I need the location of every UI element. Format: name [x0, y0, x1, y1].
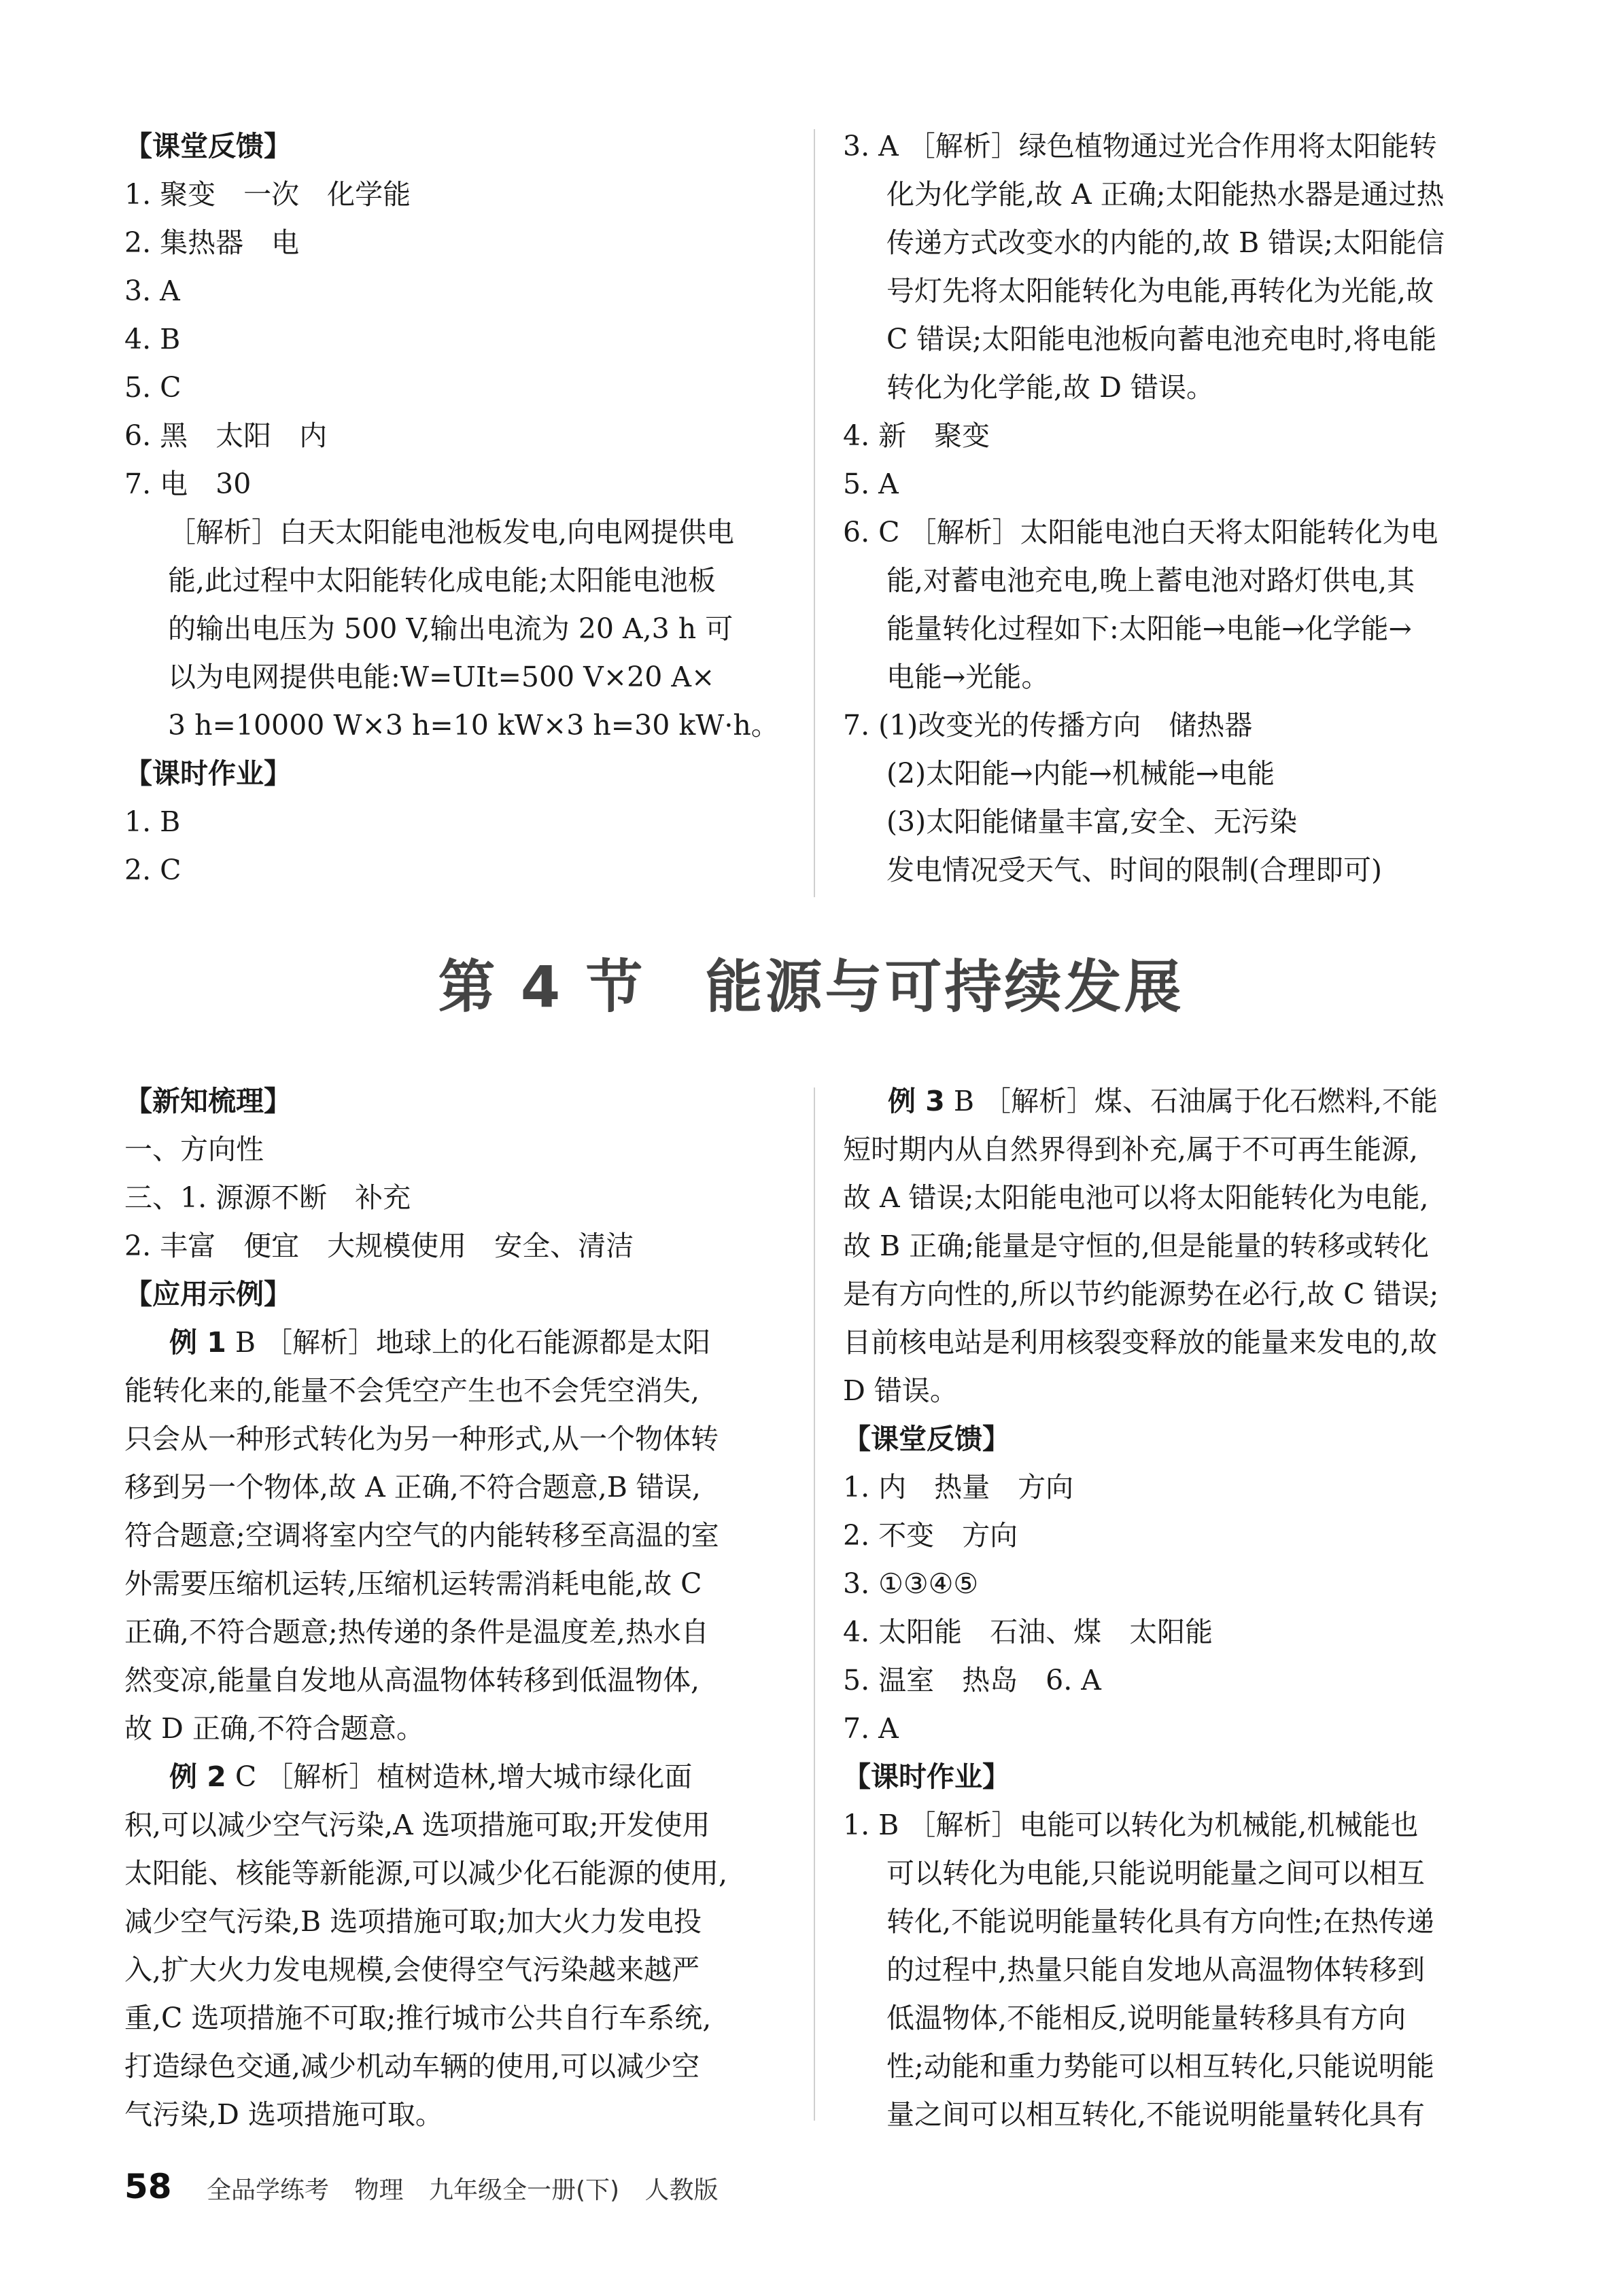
text-line: 5. C	[124, 371, 182, 404]
section-heading: 【课时作业】	[124, 757, 292, 790]
text-line: 转化,不能说明能量转化具有方向性;在热传递	[886, 1905, 1434, 1938]
text-line: 2. 集热器 电	[124, 226, 300, 259]
text-line: 符合题意;空调将室内空气的内能转移至高温的室	[124, 1519, 719, 1552]
edition: 人教版	[644, 2176, 719, 2204]
text-line: 2. C	[124, 854, 182, 886]
text-line: 故 D 正确,不符合题意。	[124, 1712, 424, 1745]
text-line: 电能→光能。	[886, 661, 1050, 693]
text-line: C 错误;太阳能电池板向蓄电池充电时,将电能	[886, 323, 1437, 355]
text-line: 以为电网提供电能:W=UIt=500 V×20 A×	[168, 661, 715, 693]
text-line: 2. 不变 方向	[843, 1519, 1018, 1552]
example-text: B ［解析］地球上的化石能源都是太阳	[226, 1326, 711, 1359]
text-line: 7. A	[843, 1712, 899, 1745]
text-line: 5. 温室 热岛 6. A	[843, 1664, 1101, 1697]
text-line: 1. 聚变 一次 化学能	[124, 178, 411, 211]
text-line: 1. B	[124, 805, 181, 838]
text-line: 一、方向性	[124, 1133, 264, 1166]
example-label: 例 2	[169, 1760, 226, 1793]
text-line: 正确,不符合题意;热传递的条件是温度差,热水自	[124, 1616, 709, 1648]
text-line: 然变凉,能量自发地从高温物体转移到低温物体,	[124, 1664, 700, 1697]
text-line: 入,扩大火力发电规模,会使得空气污染越来越严	[124, 1953, 700, 1986]
text-line: 减少空气污染,B 选项措施可取;加大火力发电投	[124, 1905, 702, 1938]
text-line: D 错误。	[843, 1374, 958, 1407]
text-line: 7. (1)改变光的传播方向 储热器	[843, 709, 1253, 742]
text-line: 5. A	[843, 468, 899, 500]
text-line: 是有方向性的,所以节约能源势在必行,故 C 错误;	[843, 1278, 1439, 1310]
text-line: 积,可以减少空气污染,A 选项措施可取;开发使用	[124, 1809, 710, 1841]
text-line: 重,C 选项措施不可取;推行城市公共自行车系统,	[124, 2002, 712, 2034]
text-line: 3. ①③④⑤	[843, 1567, 979, 1600]
text-line: 的过程中,热量只能自发地从高温物体转移到	[886, 1953, 1426, 1986]
text-line: 故 A 错误;太阳能电池可以将太阳能转化为电能,	[843, 1181, 1429, 1214]
text-line: 可以转化为电能,只能说明能量之间可以相互	[886, 1857, 1426, 1890]
text-line: 3 h=10000 W×3 h=10 kW×3 h=30 kW·h。	[168, 709, 779, 742]
section-heading: 【课堂反馈】	[124, 130, 292, 162]
example-text: C ［解析］植树造林,增大城市绿化面	[226, 1760, 693, 1793]
text-line: 量之间可以相互转化,不能说明能量转化具有	[886, 2098, 1426, 2131]
page-number: 58	[124, 2167, 172, 2206]
text-line: 6. C ［解析］太阳能电池白天将太阳能转化为电	[843, 516, 1438, 549]
text-line: 4. 太阳能 石油、煤 太阳能	[843, 1616, 1213, 1648]
text-line: 6. 黑 太阳 内	[124, 419, 328, 452]
text-line: 能,此过程中太阳能转化成电能;太阳能电池板	[168, 564, 716, 597]
text-line: 打造绿色交通,减少机动车辆的使用,可以减少空	[124, 2050, 700, 2083]
text-line: 太阳能、核能等新能源,可以减少化石能源的使用,	[124, 1857, 728, 1890]
column-divider	[814, 1088, 815, 2121]
grade: 九年级全一册(下)	[428, 2176, 620, 2204]
text-line: 短时期内从自然界得到补充,属于不可再生能源,	[843, 1133, 1419, 1166]
text-line: 气污染,D 选项措施可取。	[124, 2098, 443, 2131]
text-line: 转化为化学能,故 D 错误。	[886, 371, 1214, 404]
subject: 物理	[354, 2176, 404, 2204]
text-line: 1. 内 热量 方向	[843, 1471, 1074, 1503]
section-heading: 【应用示例】	[124, 1278, 292, 1310]
section-heading: 【新知梳理】	[124, 1085, 292, 1117]
text-line: 发电情况受天气、时间的限制(合理即可)	[886, 854, 1382, 886]
text-line	[124, 1753, 804, 1801]
example-text: B ［解析］煤、石油属于化石燃料,不能	[944, 1085, 1438, 1117]
example-label: 例 1	[169, 1326, 226, 1359]
text-line: 的输出电压为 500 V,输出电流为 20 A,3 h 可	[168, 612, 734, 645]
text-line: 目前核电站是利用核裂变释放的能量来发电的,故	[843, 1326, 1438, 1359]
bottom-right-column	[843, 1077, 1516, 2139]
section-heading: 【课堂反馈】	[843, 1423, 1010, 1455]
text-line: ［解析］白天太阳能电池板发电,向电网提供电	[168, 516, 735, 549]
text-line: 能转化来的,能量不会凭空产生也不会凭空消失,	[124, 1374, 700, 1407]
top-right-column	[843, 122, 1516, 894]
text-line: 能量转化过程如下:太阳能→电能→化学能→	[886, 612, 1412, 645]
bottom-left-column	[124, 1077, 804, 2139]
text-line	[843, 1077, 1516, 1126]
example-label: 例 3	[888, 1085, 945, 1117]
text-line: (3)太阳能储量丰富,安全、无污染	[886, 805, 1298, 838]
text-line	[124, 1319, 804, 1367]
text-line: 号灯先将太阳能转化为电能,再转化为光能,故	[886, 275, 1434, 307]
column-divider	[814, 129, 815, 897]
text-line: 4. B	[124, 323, 181, 355]
text-line: 外需要压缩机运转,压缩机运转需消耗电能,故 C	[124, 1567, 702, 1600]
text-line: 低温物体,不能相反,说明能量转移具有方向	[886, 2002, 1407, 2034]
text-line: 1. B ［解析］电能可以转化为机械能,机械能也	[843, 1809, 1419, 1841]
book-title: 全品学练考	[207, 2176, 330, 2204]
text-line: 只会从一种形式转化为另一种形式,从一个物体转	[124, 1423, 719, 1455]
text-line: 3. A	[124, 275, 180, 307]
text-line: 化为化学能,故 A 正确;太阳能热水器是通过热	[886, 178, 1445, 211]
text-line: 能,对蓄电池充电,晚上蓄电池对路灯供电,其	[886, 564, 1415, 597]
text-line: (2)太阳能→内能→机械能→电能	[886, 757, 1275, 790]
text-line: 7. 电 30	[124, 468, 252, 500]
text-line: 故 B 正确;能量是守恒的,但是能量的转移或转化	[843, 1230, 1430, 1262]
text-line: 性;动能和重力势能可以相互转化,只能说明能	[886, 2050, 1434, 2083]
page-footer	[124, 2167, 736, 2206]
text-line: 4. 新 聚变	[843, 419, 990, 452]
text-line: 移到另一个物体,故 A 正确,不符合题意,B 错误,	[124, 1471, 701, 1503]
text-line: 三、1. 源源不断 补充	[124, 1181, 411, 1214]
text-line: 传递方式改变水的内能的,故 B 错误;太阳能信	[886, 226, 1445, 259]
section-heading: 【课时作业】	[843, 1760, 1010, 1793]
text-line: 2. 丰富 便宜 大规模使用 安全、清洁	[124, 1230, 634, 1262]
text-line: 3. A ［解析］绿色植物通过光合作用将太阳能转	[843, 130, 1437, 162]
top-left-column	[124, 122, 804, 894]
section-title: 第 4 节 能源与可持续发展	[438, 954, 1184, 1020]
